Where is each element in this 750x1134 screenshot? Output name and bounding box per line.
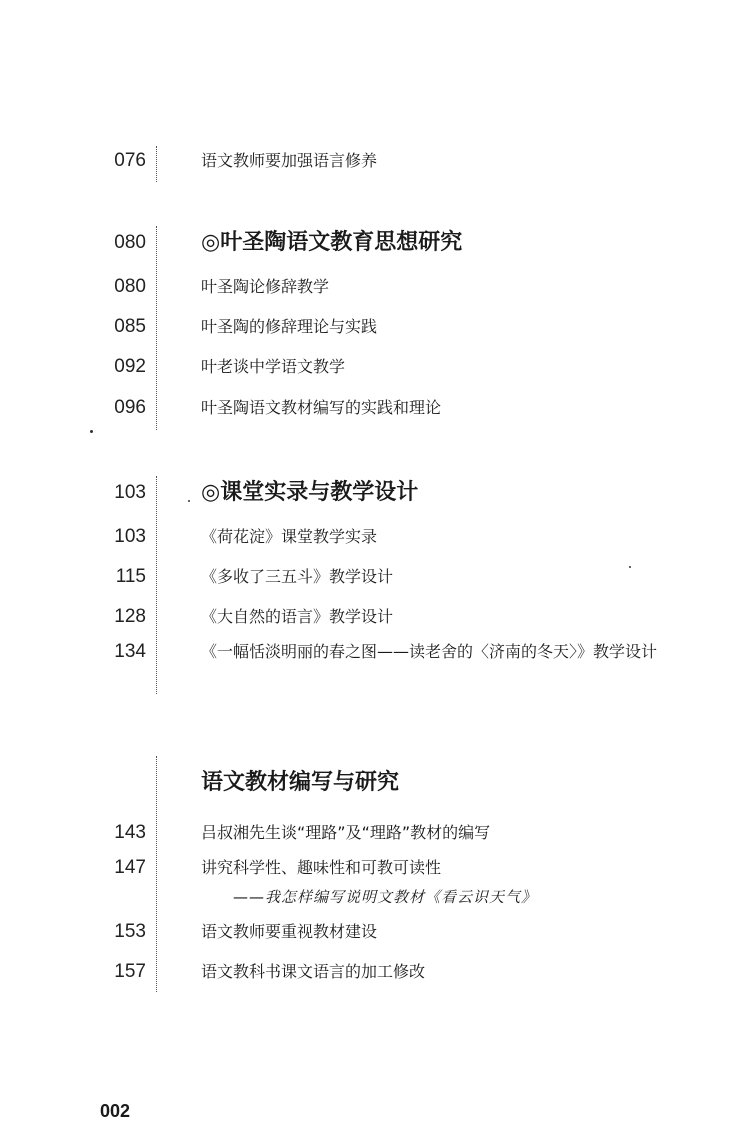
scan-speck — [188, 500, 190, 502]
toc-entry-subtitle: ——我怎样编写说明文教材《看云识天气》 — [233, 888, 538, 906]
toc-entry-title[interactable]: 《大自然的语言》教学设计 — [201, 607, 394, 626]
page-number: 002 — [100, 1101, 131, 1121]
section-heading[interactable]: ◎叶圣陶语文教育思想研究 — [201, 230, 463, 255]
toc-entry-title[interactable]: 吕叔湘先生谈“理路”及“理路”教材的编写 — [201, 823, 491, 842]
section-heading[interactable]: ◎课堂实录与教学设计 — [201, 480, 419, 505]
toc-page-number: 103 — [114, 482, 146, 503]
toc-page-number: 128 — [114, 606, 146, 627]
toc-page-number: 080 — [114, 232, 146, 253]
scan-speck — [90, 430, 93, 433]
toc-entry-title[interactable]: 叶圣陶论修辞教学 — [201, 277, 330, 296]
toc-page-number: 076 — [114, 150, 146, 171]
toc-page-number: 096 — [114, 397, 146, 418]
toc-entry-title[interactable]: 讲究科学性、趣味性和可教可读性 — [201, 858, 442, 877]
toc-page-number: 080 — [114, 276, 146, 297]
toc-entry-title[interactable]: 语文教科书课文语言的加工修改 — [201, 962, 426, 981]
scan-speck — [629, 566, 631, 568]
dotted-divider — [156, 476, 157, 694]
toc-page-number: 153 — [114, 921, 146, 942]
toc-entry-title[interactable]: 《荷花淀》课堂教学实录 — [201, 527, 378, 546]
toc-page-number: 134 — [114, 641, 146, 662]
toc-entry-title[interactable]: 《多收了三五斗》教学设计 — [201, 567, 394, 586]
dotted-divider — [156, 226, 157, 430]
toc-page-number: 157 — [114, 961, 146, 982]
toc-page-number: 147 — [114, 857, 146, 878]
toc-page-number: 092 — [114, 356, 146, 377]
section-heading[interactable]: 语文教材编写与研究 — [201, 770, 400, 795]
toc-entry-title[interactable]: 《一幅恬淡明丽的春之图——读老舍的〈济南的冬天〉》教学设计 — [201, 642, 658, 661]
toc-entry-title[interactable]: 叶圣陶语文教材编写的实践和理论 — [201, 398, 442, 417]
dotted-divider — [156, 756, 157, 992]
toc-entry-title[interactable]: 叶老谈中学语文教学 — [201, 357, 346, 376]
toc-entry-title[interactable]: 语文教师要重视教材建设 — [201, 922, 378, 941]
toc-page-number: 143 — [114, 822, 146, 843]
toc-page-number: 103 — [114, 526, 146, 547]
toc-entry-title[interactable]: 语文教师要加强语言修养 — [201, 151, 378, 170]
toc-entry-title[interactable]: 叶圣陶的修辞理论与实践 — [201, 317, 378, 336]
toc-page-number: 115 — [115, 566, 146, 587]
toc-page-number: 085 — [114, 316, 146, 337]
dotted-divider — [156, 146, 157, 182]
